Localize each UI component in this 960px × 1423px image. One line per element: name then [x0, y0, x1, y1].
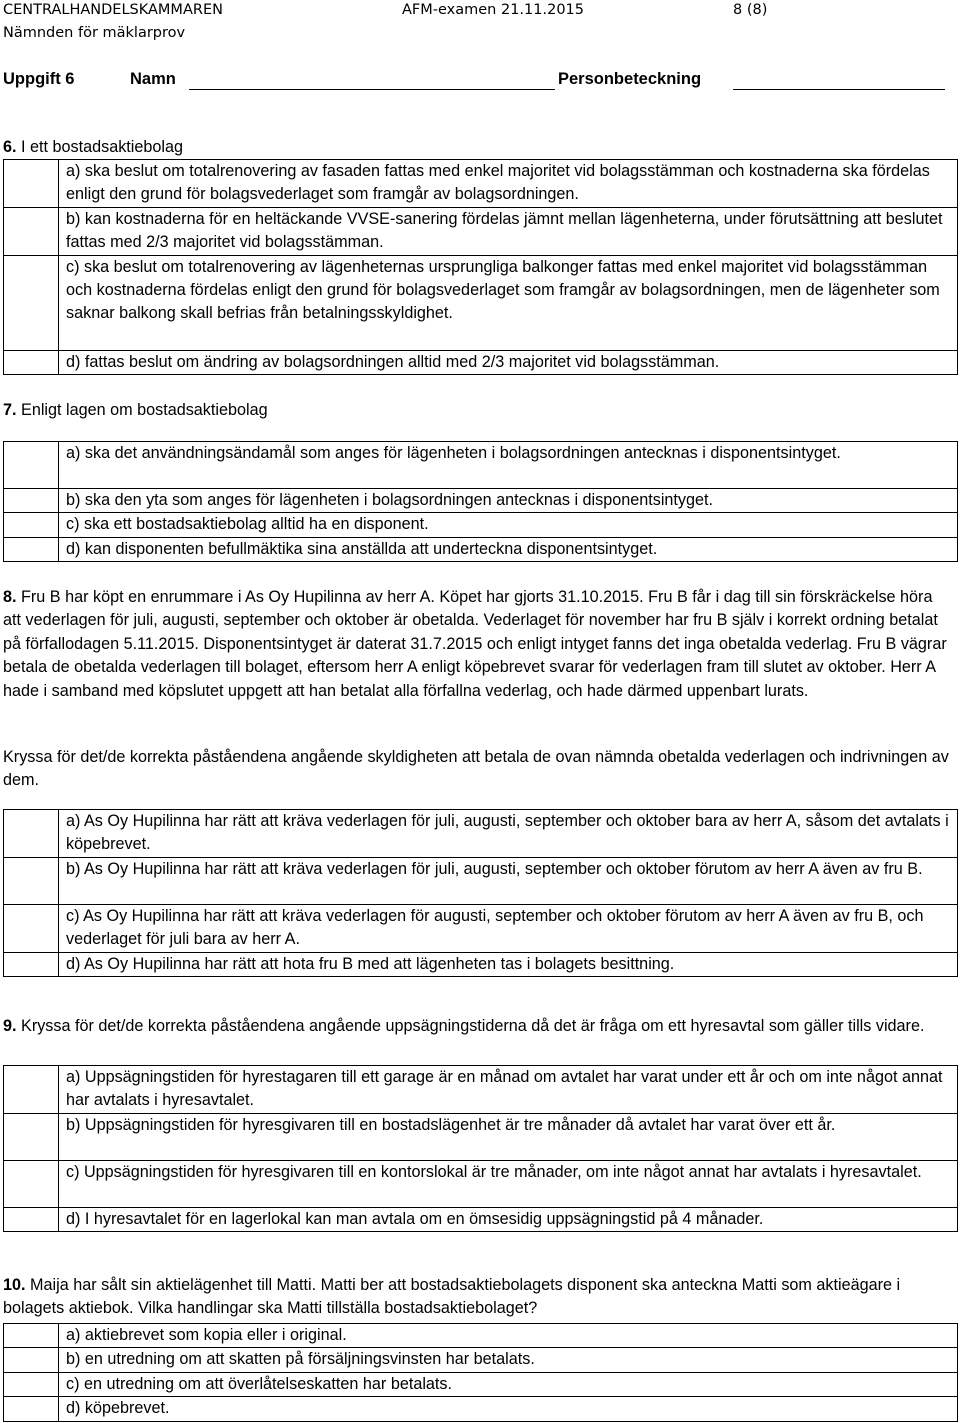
question-7	[3, 399, 953, 422]
answer-row	[4, 1207, 958, 1231]
answer-checkbox[interactable]	[4, 255, 59, 350]
question-text: Fru B har köpt en enrummare i As Oy Hupilinna av herr A. Köpet har gjorts 31.10.2015. Fru B får i dag till sin förskräckelse höra att vederlagen för juli, augusti, september och oktober är obetalda. Vederlaget för november har fru B själv i korrekt ordning betalat på förfallodagen 5.11.2015. Disponentsintyget är daterat 31.7.2015 och enligt intyget fanns det inga obetalda vederlag. Fru B vägrar betala de obetalda vederlagen till bolaget, eftersom herr A enligt köpebrevet svarar för vederlagen fram till slutet av oktober. Herr A hade i samband med köpslutet uppgett att han betalat alla förfallna vederlag, och hade därmed uppenbart lurats.	[3, 588, 947, 700]
question-9	[3, 1015, 953, 1038]
answer-row	[4, 1348, 958, 1372]
answer-row	[4, 904, 958, 952]
answer-checkbox[interactable]	[4, 857, 59, 904]
answer-text: d) köpebrevet.	[59, 1397, 958, 1421]
answer-checkbox[interactable]	[4, 1113, 59, 1160]
answer-checkbox[interactable]	[4, 513, 59, 537]
question-number: 6.	[3, 138, 17, 156]
answer-text: a) As Oy Hupilinna har rätt att kräva vederlagen för juli, augusti, september och oktober bara av herr A, såsom det avtalats i köpebrevet.	[59, 810, 958, 858]
answer-table-6	[3, 159, 958, 375]
question-number: 7.	[3, 401, 17, 419]
answer-text: b) Uppsägningstiden för hyresgivaren till en bostadslägenhet är tre månader då avtalet har varat över ett år.	[59, 1113, 958, 1160]
answer-row	[4, 1066, 958, 1114]
answer-text: d) kan disponenten befullmäktika sina anställda att underteckna disponentsintyget.	[59, 537, 958, 561]
answer-row	[4, 489, 958, 513]
answer-checkbox[interactable]	[4, 207, 59, 255]
answer-row	[4, 1397, 958, 1421]
answer-checkbox[interactable]	[4, 1160, 59, 1207]
question-6	[3, 136, 953, 159]
answer-text: d) As Oy Hupilinna har rätt att hota fru B med att lägenheten tas i bolagets besittning.	[59, 952, 958, 976]
answer-row	[4, 537, 958, 561]
answer-checkbox[interactable]	[4, 350, 59, 374]
answer-row	[4, 810, 958, 858]
answer-row	[4, 1324, 958, 1348]
answer-checkbox[interactable]	[4, 537, 59, 561]
task-label: Uppgift 6	[3, 70, 75, 88]
answer-text: d) I hyresavtalet för en lagerlokal kan man avtala om en ömsesidig uppsägningstid på 4 månader.	[59, 1207, 958, 1231]
answer-table-7	[3, 441, 958, 562]
header-page: 8 (8)	[733, 2, 768, 18]
answer-checkbox[interactable]	[4, 1066, 59, 1114]
answer-text: c) ska beslut om totalrenovering av lägenheternas ursprungliga balkonger fattas med enkel majoritet vid bolagsstämman och kostnaderna fördelas enligt den grund för bolagsvederlaget som framgår av bolagsordningen, men de lägenheter som saknar balkong skall befrias från betalningsskyldighet.	[59, 255, 958, 350]
answer-text: b) kan kostnaderna för en heltäckande VVSE-sanering fördelas jämnt mellan lägenheterna, under förutsättning att beslutet fattas med 2/3 majoritet vid bolagsstämman.	[59, 207, 958, 255]
question-8	[3, 586, 953, 703]
answer-checkbox[interactable]	[4, 952, 59, 976]
answer-text: b) en utredning om att skatten på försäljningsvinsten har betalats.	[59, 1348, 958, 1372]
answer-text: c) en utredning om att överlåtelseskatten har betalats.	[59, 1372, 958, 1396]
answer-text: a) aktiebrevet som kopia eller i original.	[59, 1324, 958, 1348]
answer-checkbox[interactable]	[4, 160, 59, 208]
question-number: 9.	[3, 1017, 17, 1035]
answer-checkbox[interactable]	[4, 1397, 59, 1421]
answer-text: c) As Oy Hupilinna har rätt att kräva vederlagen för augusti, september och oktober förutom av herr A även av fru B, och vederlaget för juli bara av herr A.	[59, 904, 958, 952]
answer-row	[4, 350, 958, 374]
answer-row	[4, 1160, 958, 1207]
question-8-instruction: Kryssa för det/de korrekta påståendena angående skyldigheten att betala de ovan nämnda obetalda vederlagen och indrivningen av dem.	[3, 748, 949, 790]
answer-text: c) ska ett bostadsaktiebolag alltid ha en disponent.	[59, 513, 958, 537]
answer-row	[4, 442, 958, 489]
answer-row	[4, 513, 958, 537]
header-org: CENTRALHANDELSKAMMAREN	[3, 2, 223, 18]
name-blank[interactable]	[189, 89, 555, 90]
answer-row	[4, 857, 958, 904]
answer-text: b) ska den yta som anges för lägenheten i bolagsordningen antecknas i disponentsintyget.	[59, 489, 958, 513]
answer-table-10	[3, 1323, 958, 1422]
answer-text: c) Uppsägningstiden för hyresgivaren till en kontorslokal är tre månader, om inte något annat har avtalats i hyresavtalet.	[59, 1160, 958, 1207]
answer-checkbox[interactable]	[4, 1207, 59, 1231]
answer-text: a) ska beslut om totalrenovering av fasaden fattas med enkel majoritet vid bolagsstämman och kostnaderna ska fördelas enligt den grund för bolagsvederlaget som framgår av bolagsordningen.	[59, 160, 958, 208]
id-label: Personbeteckning	[558, 70, 702, 88]
answer-row	[4, 160, 958, 208]
answer-row	[4, 207, 958, 255]
header-dept: Nämnden för mäklarprov	[3, 25, 186, 41]
answer-row	[4, 952, 958, 976]
answer-row	[4, 1113, 958, 1160]
answer-checkbox[interactable]	[4, 1324, 59, 1348]
answer-table-9	[3, 1065, 958, 1232]
header-exam: AFM-examen 21.11.2015	[402, 2, 585, 18]
question-number: 8.	[3, 588, 17, 606]
answer-text: d) fattas beslut om ändring av bolagsordningen alltid med 2/3 majoritet vid bolagsstämman.	[59, 350, 958, 374]
question-text: Enligt lagen om bostadsaktiebolag	[21, 401, 268, 419]
answer-checkbox[interactable]	[4, 442, 59, 489]
question-text: Maija har sålt sin aktielägenhet till Matti. Matti ber att bostadsaktiebolagets disponent ska anteckna Matti som aktieägare i bolagets aktiebok. Vilka handlingar ska Matti tillställa bostadsaktiebolaget?	[3, 1276, 901, 1318]
answer-checkbox[interactable]	[4, 1372, 59, 1396]
answer-text: a) ska det användningsändamål som anges för lägenheten i bolagsordningen antecknas i disponentsintyget.	[59, 442, 958, 489]
answer-row	[4, 1372, 958, 1396]
name-label: Namn	[130, 70, 176, 88]
answer-row	[4, 255, 958, 350]
question-10	[3, 1274, 953, 1321]
answer-text: b) As Oy Hupilinna har rätt att kräva vederlagen för juli, augusti, september och oktober förutom av herr A även av fru B.	[59, 857, 958, 904]
answer-table-8	[3, 809, 958, 977]
question-text: Kryssa för det/de korrekta påståendena angående uppsägningstiderna då det är fråga om ett hyresavtal som gäller tills vidare.	[21, 1017, 925, 1035]
answer-checkbox[interactable]	[4, 810, 59, 858]
answer-text: a) Uppsägningstiden för hyrestagaren till ett garage är en månad om avtalet har varat under ett år och om inte något annat har avtalats i hyresavtalet.	[59, 1066, 958, 1114]
id-blank[interactable]	[733, 89, 945, 90]
question-number: 10.	[3, 1276, 26, 1294]
answer-checkbox[interactable]	[4, 1348, 59, 1372]
answer-checkbox[interactable]	[4, 904, 59, 952]
answer-checkbox[interactable]	[4, 489, 59, 513]
question-text: I ett bostadsaktiebolag	[21, 138, 184, 156]
